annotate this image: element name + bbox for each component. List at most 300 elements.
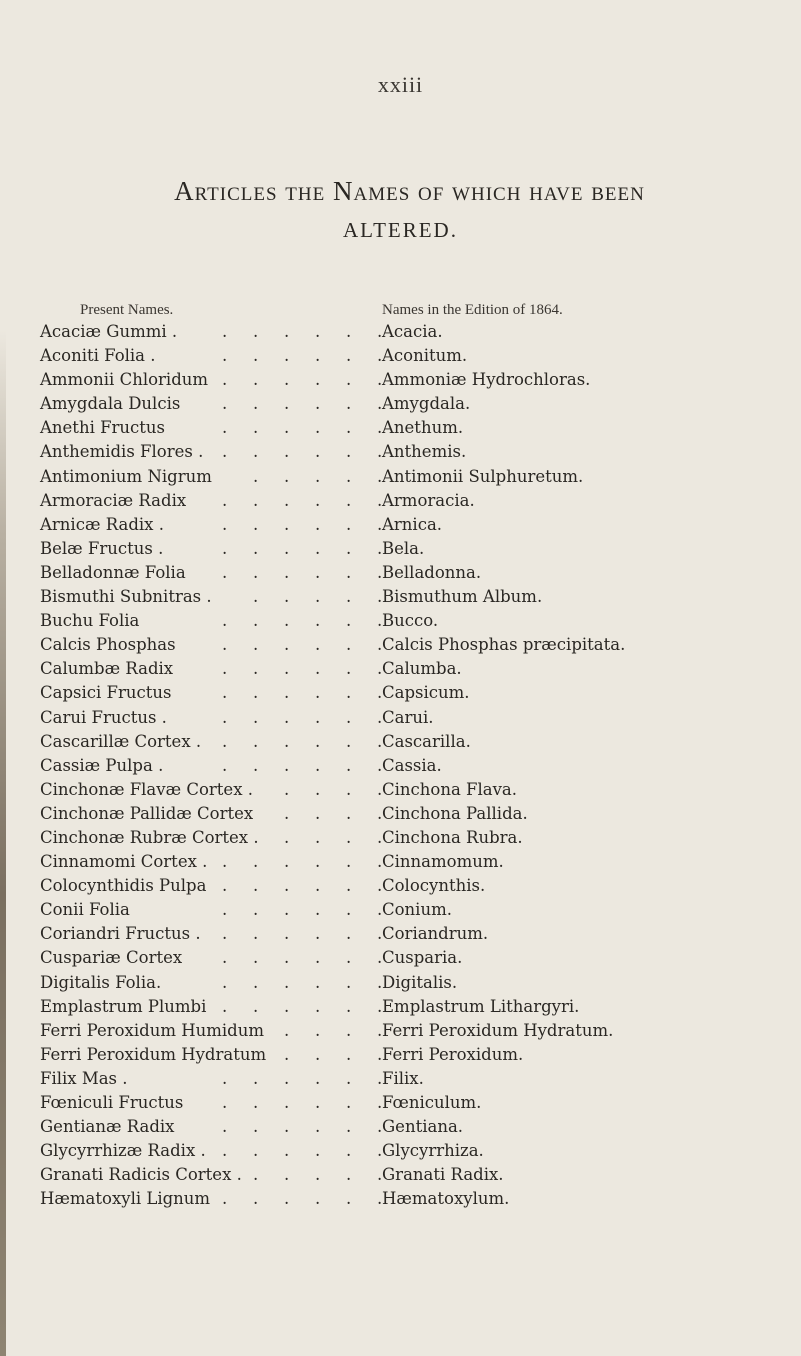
present-name: Armoraciæ Radix bbox=[40, 490, 187, 510]
leader-dot: . bbox=[253, 635, 259, 655]
leader-dot: . bbox=[346, 683, 352, 703]
leader-dot: . bbox=[315, 1141, 321, 1161]
present-name: Filix Mas . bbox=[40, 1068, 128, 1088]
leader-dot: . bbox=[284, 1044, 290, 1064]
former-name: Gentiana. bbox=[382, 1117, 464, 1137]
leader-dot: . bbox=[346, 900, 352, 920]
leader-dot: . bbox=[346, 755, 352, 775]
leader-dot: . bbox=[284, 562, 290, 582]
leader-dot: . bbox=[346, 1020, 352, 1040]
leader-dot: . bbox=[377, 731, 383, 751]
former-name: Granati Radix. bbox=[382, 1165, 504, 1185]
leader-dot: . bbox=[346, 1165, 352, 1185]
leader-dot: . bbox=[346, 876, 352, 896]
table-row bbox=[0, 392, 801, 416]
table-row bbox=[0, 585, 801, 609]
present-name: Belæ Fructus . bbox=[40, 538, 164, 558]
table-row bbox=[0, 1043, 801, 1067]
names-table bbox=[0, 320, 801, 1211]
leader-dot: . bbox=[346, 972, 352, 992]
present-name: Arnicæ Radix . bbox=[40, 514, 164, 534]
leader-dot: . bbox=[222, 611, 228, 631]
leader-dot: . bbox=[346, 803, 352, 823]
leader-dot: . bbox=[377, 803, 383, 823]
section-title-line-2: ALTERED. bbox=[343, 218, 458, 242]
leader-dot: . bbox=[315, 948, 321, 968]
present-name: Calcis Phosphas bbox=[40, 635, 176, 655]
leader-dot: . bbox=[222, 370, 228, 390]
leader-dot: . bbox=[315, 900, 321, 920]
leader-dot: . bbox=[377, 1189, 383, 1209]
table-row bbox=[0, 826, 801, 850]
leader-dot: . bbox=[377, 370, 383, 390]
leader-dot: . bbox=[346, 1068, 352, 1088]
leader-dot: . bbox=[377, 924, 383, 944]
former-name: Bela. bbox=[382, 538, 425, 558]
leader-dot: . bbox=[315, 779, 321, 799]
present-name: Anthemidis Flores . bbox=[40, 442, 204, 462]
former-name: Arnica. bbox=[382, 514, 443, 534]
leader-dot: . bbox=[222, 972, 228, 992]
leader-dot: . bbox=[377, 779, 383, 799]
leader-dot: . bbox=[315, 490, 321, 510]
leader-dot: . bbox=[315, 562, 321, 582]
former-name: Cinchona Flava. bbox=[382, 779, 518, 799]
present-name: Conii Folia bbox=[40, 900, 130, 920]
leader-dot: . bbox=[315, 924, 321, 944]
leader-dot: . bbox=[284, 924, 290, 944]
table-row bbox=[0, 778, 801, 802]
leader-dot: . bbox=[284, 755, 290, 775]
leader-dot: . bbox=[377, 900, 383, 920]
leader-dot: . bbox=[253, 1093, 259, 1112]
former-name: Emplastrum Lithargyri. bbox=[382, 996, 580, 1016]
present-name: Amygdala Dulcis bbox=[40, 394, 181, 414]
leader-dot: . bbox=[346, 490, 352, 510]
leader-dot: . bbox=[284, 394, 290, 414]
table-row bbox=[0, 754, 801, 778]
former-name: Fœniculum. bbox=[382, 1093, 482, 1112]
leader-dot: . bbox=[253, 394, 259, 414]
leader-dot: . bbox=[253, 996, 259, 1016]
leader-dot: . bbox=[346, 1141, 352, 1161]
leader-dot: . bbox=[346, 779, 352, 799]
leader-dot: . bbox=[377, 587, 383, 607]
leader-dot: . bbox=[222, 948, 228, 968]
leader-dot: . bbox=[284, 659, 290, 679]
former-name: Glycyrrhiza. bbox=[382, 1141, 484, 1161]
present-name: Glycyrrhizæ Radix . bbox=[40, 1141, 206, 1161]
leader-dot: . bbox=[346, 538, 352, 558]
former-name: Anethum. bbox=[382, 418, 464, 438]
former-name: Colocynthis. bbox=[382, 876, 486, 896]
present-name: Cinchonæ Rubræ Cortex . bbox=[40, 827, 259, 847]
leader-dot: . bbox=[253, 370, 259, 390]
table-row bbox=[0, 368, 801, 392]
table-row bbox=[0, 609, 801, 633]
present-name: Anethi Fructus bbox=[40, 418, 166, 438]
present-name: Gentianæ Radix bbox=[40, 1117, 175, 1137]
leader-dot: . bbox=[253, 972, 259, 992]
leader-dot: . bbox=[315, 972, 321, 992]
leader-dot: . bbox=[377, 538, 383, 558]
present-name: Aconiti Folia . bbox=[40, 346, 156, 366]
leader-dot: . bbox=[377, 852, 383, 872]
present-name: Cassiæ Pulpa . bbox=[40, 755, 164, 775]
leader-dot: . bbox=[315, 827, 321, 847]
leader-dot: . bbox=[346, 322, 352, 341]
leader-dot: . bbox=[284, 827, 290, 847]
table-row bbox=[0, 1019, 801, 1043]
former-name: Capsicum. bbox=[382, 683, 470, 703]
table-row bbox=[0, 344, 801, 368]
leader-dot: . bbox=[346, 466, 352, 486]
leader-dot: . bbox=[253, 683, 259, 703]
leader-dot: . bbox=[315, 1068, 321, 1088]
leader-dot: . bbox=[253, 418, 259, 438]
leader-dot: . bbox=[222, 755, 228, 775]
present-name: Ferri Peroxidum Hydratum bbox=[40, 1044, 267, 1064]
leader-dot: . bbox=[222, 346, 228, 366]
leader-dot: . bbox=[253, 755, 259, 775]
table-row bbox=[0, 489, 801, 513]
table-row bbox=[0, 946, 801, 970]
leader-dot: . bbox=[346, 707, 352, 727]
table-row bbox=[0, 320, 801, 344]
leader-dot: . bbox=[377, 1093, 383, 1112]
leader-dot: . bbox=[222, 1189, 228, 1209]
leader-dot: . bbox=[253, 924, 259, 944]
leader-dot: . bbox=[253, 442, 259, 462]
leader-dot: . bbox=[284, 514, 290, 534]
leader-dot: . bbox=[377, 683, 383, 703]
leader-dot: . bbox=[346, 924, 352, 944]
present-name: Buchu Folia bbox=[40, 611, 140, 631]
leader-dot: . bbox=[253, 659, 259, 679]
table-row bbox=[0, 537, 801, 561]
leader-dot: . bbox=[346, 1093, 352, 1112]
former-name: Cassia. bbox=[382, 755, 442, 775]
former-name: Cascarilla. bbox=[382, 731, 471, 751]
leader-dot: . bbox=[346, 996, 352, 1016]
leader-dot: . bbox=[222, 538, 228, 558]
leader-dot: . bbox=[377, 1117, 383, 1137]
present-name: Bismuthi Subnitras . bbox=[40, 587, 212, 607]
table-row bbox=[0, 730, 801, 754]
leader-dot: . bbox=[315, 1093, 321, 1112]
leader-dot: . bbox=[377, 322, 383, 341]
leader-dot: . bbox=[284, 996, 290, 1016]
leader-dot: . bbox=[284, 538, 290, 558]
leader-dot: . bbox=[222, 876, 228, 896]
leader-dot: . bbox=[315, 1189, 321, 1209]
former-name: Anthemis. bbox=[382, 442, 467, 462]
table-row bbox=[0, 898, 801, 922]
leader-dot: . bbox=[315, 683, 321, 703]
leader-dot: . bbox=[315, 731, 321, 751]
leader-dot: . bbox=[284, 1117, 290, 1137]
table-row bbox=[0, 802, 801, 826]
leader-dot: . bbox=[346, 370, 352, 390]
leader-dot: . bbox=[377, 948, 383, 968]
leader-dot: . bbox=[222, 1093, 228, 1112]
leader-dot: . bbox=[315, 1020, 321, 1040]
leader-dot: . bbox=[315, 852, 321, 872]
former-name: Belladonna. bbox=[382, 562, 482, 582]
leader-dot: . bbox=[284, 948, 290, 968]
leader-dot: . bbox=[253, 514, 259, 534]
leader-dot: . bbox=[315, 370, 321, 390]
table-row bbox=[0, 1115, 801, 1139]
leader-dot: . bbox=[315, 466, 321, 486]
leader-dot: . bbox=[253, 1141, 259, 1161]
leader-dot: . bbox=[346, 827, 352, 847]
leader-dot: . bbox=[222, 996, 228, 1016]
leader-dot: . bbox=[253, 466, 259, 486]
leader-dot: . bbox=[315, 1044, 321, 1064]
leader-dot: . bbox=[253, 346, 259, 366]
former-name: Coriandrum. bbox=[382, 924, 489, 944]
leader-dot: . bbox=[284, 587, 290, 607]
leader-dot: . bbox=[284, 803, 290, 823]
former-name: Hæmatoxylum. bbox=[382, 1189, 510, 1209]
leader-dot: . bbox=[377, 707, 383, 727]
leader-dot: . bbox=[253, 538, 259, 558]
table-row bbox=[0, 1139, 801, 1163]
former-name: Bucco. bbox=[382, 611, 439, 631]
leader-dot: . bbox=[253, 948, 259, 968]
leader-dot: . bbox=[253, 587, 259, 607]
leader-dot: . bbox=[346, 1044, 352, 1064]
leader-dot: . bbox=[346, 852, 352, 872]
leader-dot: . bbox=[222, 1068, 228, 1088]
leader-dot: . bbox=[315, 538, 321, 558]
former-name: Ferri Peroxidum. bbox=[382, 1044, 524, 1064]
leader-dot: . bbox=[377, 755, 383, 775]
present-name: Fœniculi Fructus bbox=[40, 1093, 184, 1112]
present-name: Antimonium Nigrum bbox=[40, 466, 212, 486]
leader-dot: . bbox=[315, 514, 321, 534]
leader-dot: . bbox=[315, 322, 321, 341]
leader-dot: . bbox=[346, 1117, 352, 1137]
leader-dot: . bbox=[253, 1068, 259, 1088]
former-name: Aconitum. bbox=[382, 346, 468, 366]
column-header-present: Present Names. bbox=[80, 302, 174, 318]
table-row bbox=[0, 657, 801, 681]
present-name: Cinchonæ Pallidæ Cortex bbox=[40, 803, 254, 823]
former-name: Digitalis. bbox=[382, 972, 458, 992]
former-name: Calumba. bbox=[382, 659, 462, 679]
leader-dot: . bbox=[284, 490, 290, 510]
leader-dot: . bbox=[346, 418, 352, 438]
present-name: Coriandri Fructus . bbox=[40, 924, 201, 944]
leader-dot: . bbox=[346, 587, 352, 607]
section-title: Articles the Names of which have been bbox=[174, 176, 645, 206]
table-row bbox=[0, 971, 801, 995]
table-row bbox=[0, 561, 801, 585]
leader-dot: . bbox=[377, 442, 383, 462]
former-name: Ammoniæ Hydrochloras. bbox=[382, 370, 591, 390]
leader-dot: . bbox=[284, 779, 290, 799]
leader-dot: . bbox=[377, 466, 383, 486]
leader-dot: . bbox=[377, 659, 383, 679]
leader-dot: . bbox=[222, 900, 228, 920]
former-name: Armoracia. bbox=[382, 490, 475, 510]
leader-dot: . bbox=[253, 1117, 259, 1137]
leader-dot: . bbox=[284, 1141, 290, 1161]
former-name: Conium. bbox=[382, 900, 452, 920]
present-name: Colocynthidis Pulpa bbox=[40, 876, 207, 896]
leader-dot: . bbox=[315, 394, 321, 414]
former-name: Cusparia. bbox=[382, 948, 463, 968]
leader-dot: . bbox=[377, 394, 383, 414]
leader-dot: . bbox=[377, 996, 383, 1016]
leader-dot: . bbox=[222, 514, 228, 534]
former-name: Ferri Peroxidum Hydratum. bbox=[382, 1020, 614, 1040]
leader-dot: . bbox=[284, 1165, 290, 1185]
leader-dot: . bbox=[346, 394, 352, 414]
table-row bbox=[0, 440, 801, 464]
leader-dot: . bbox=[253, 707, 259, 727]
page-number: xxiii bbox=[377, 72, 424, 97]
leader-dot: . bbox=[253, 900, 259, 920]
leader-dot: . bbox=[253, 731, 259, 751]
leader-dot: . bbox=[377, 827, 383, 847]
present-name: Belladonnæ Folia bbox=[40, 562, 186, 582]
present-name: Acaciæ Gummi . bbox=[40, 322, 178, 341]
present-name: Capsici Fructus bbox=[40, 683, 172, 703]
leader-dot: . bbox=[284, 635, 290, 655]
table-row bbox=[0, 1067, 801, 1091]
leader-dot: . bbox=[222, 490, 228, 510]
present-name: Ammonii Chloridum bbox=[40, 370, 209, 390]
present-name: Emplastrum Plumbi bbox=[40, 996, 207, 1016]
leader-dot: . bbox=[222, 1117, 228, 1137]
present-name: Digitalis Folia. bbox=[40, 972, 162, 992]
table-row bbox=[0, 850, 801, 874]
leader-dot: . bbox=[315, 659, 321, 679]
leader-dot: . bbox=[284, 707, 290, 727]
present-name: Cuspariæ Cortex bbox=[40, 948, 183, 968]
present-name: Cinnamomi Cortex . bbox=[40, 852, 208, 872]
former-name: Filix. bbox=[382, 1068, 424, 1088]
leader-dot: . bbox=[377, 490, 383, 510]
leader-dot: . bbox=[284, 972, 290, 992]
leader-dot: . bbox=[377, 1044, 383, 1064]
leader-dot: . bbox=[315, 707, 321, 727]
leader-dot: . bbox=[222, 394, 228, 414]
leader-dot: . bbox=[253, 1189, 259, 1209]
former-name: Cinchona Pallida. bbox=[382, 803, 528, 823]
present-name: Hæmatoxyli Lignum bbox=[40, 1189, 211, 1209]
leader-dot: . bbox=[222, 731, 228, 751]
present-name: Cinchonæ Flavæ Cortex . bbox=[40, 779, 253, 799]
leader-dot: . bbox=[222, 635, 228, 655]
leader-dot: . bbox=[284, 683, 290, 703]
leader-dot: . bbox=[377, 876, 383, 896]
present-name: Calumbæ Radix bbox=[40, 659, 174, 679]
leader-dot: . bbox=[315, 346, 321, 366]
leader-dot: . bbox=[377, 346, 383, 366]
leader-dot: . bbox=[377, 562, 383, 582]
leader-dot: . bbox=[222, 924, 228, 944]
former-name: Amygdala. bbox=[382, 394, 471, 414]
leader-dot: . bbox=[315, 611, 321, 631]
leader-dot: . bbox=[346, 442, 352, 462]
leader-dot: . bbox=[253, 611, 259, 631]
leader-dot: . bbox=[253, 852, 259, 872]
leader-dot: . bbox=[377, 418, 383, 438]
leader-dot: . bbox=[377, 972, 383, 992]
leader-dot: . bbox=[222, 1141, 228, 1161]
column-header-former: Names in the Edition of 1864. bbox=[382, 302, 563, 318]
leader-dot: . bbox=[222, 683, 228, 703]
leader-dot: . bbox=[346, 346, 352, 366]
table-row bbox=[0, 633, 801, 657]
leader-dot: . bbox=[346, 635, 352, 655]
leader-dot: . bbox=[284, 731, 290, 751]
leader-dot: . bbox=[284, 346, 290, 366]
table-row bbox=[0, 1163, 801, 1187]
present-name: Cascarillæ Cortex . bbox=[40, 731, 202, 751]
leader-dot: . bbox=[253, 322, 259, 341]
leader-dot: . bbox=[222, 418, 228, 438]
table-row bbox=[0, 874, 801, 898]
present-name: Carui Fructus . bbox=[40, 707, 167, 727]
former-name: Cinnamomum. bbox=[382, 852, 504, 872]
table-row bbox=[0, 1091, 801, 1115]
table-row bbox=[0, 922, 801, 946]
leader-dot: . bbox=[284, 1093, 290, 1112]
leader-dot: . bbox=[315, 635, 321, 655]
table-row bbox=[0, 681, 801, 705]
table-row bbox=[0, 465, 801, 489]
table-row bbox=[0, 706, 801, 730]
former-name: Antimonii Sulphuretum. bbox=[382, 466, 584, 486]
leader-dot: . bbox=[284, 442, 290, 462]
leader-dot: . bbox=[284, 900, 290, 920]
leader-dot: . bbox=[377, 1020, 383, 1040]
leader-dot: . bbox=[315, 996, 321, 1016]
leader-dot: . bbox=[377, 514, 383, 534]
table-row bbox=[0, 416, 801, 440]
leader-dot: . bbox=[284, 876, 290, 896]
former-name: Cinchona Rubra. bbox=[382, 827, 523, 847]
former-name: Carui. bbox=[382, 707, 434, 727]
leader-dot: . bbox=[222, 659, 228, 679]
leader-dot: . bbox=[377, 1068, 383, 1088]
leader-dot: . bbox=[253, 562, 259, 582]
leader-dot: . bbox=[284, 852, 290, 872]
table-row bbox=[0, 1187, 801, 1211]
leader-dot: . bbox=[284, 1068, 290, 1088]
leader-dot: . bbox=[377, 635, 383, 655]
leader-dot: . bbox=[315, 587, 321, 607]
leader-dot: . bbox=[284, 466, 290, 486]
leader-dot: . bbox=[284, 1189, 290, 1209]
leader-dot: . bbox=[377, 1165, 383, 1185]
leader-dot: . bbox=[346, 659, 352, 679]
leader-dot: . bbox=[284, 611, 290, 631]
leader-dot: . bbox=[284, 370, 290, 390]
former-name: Acacia. bbox=[382, 322, 443, 341]
leader-dot: . bbox=[284, 322, 290, 341]
leader-dot: . bbox=[253, 490, 259, 510]
leader-dot: . bbox=[315, 876, 321, 896]
leader-dot: . bbox=[222, 322, 228, 341]
leader-dot: . bbox=[253, 1165, 259, 1185]
leader-dot: . bbox=[315, 755, 321, 775]
